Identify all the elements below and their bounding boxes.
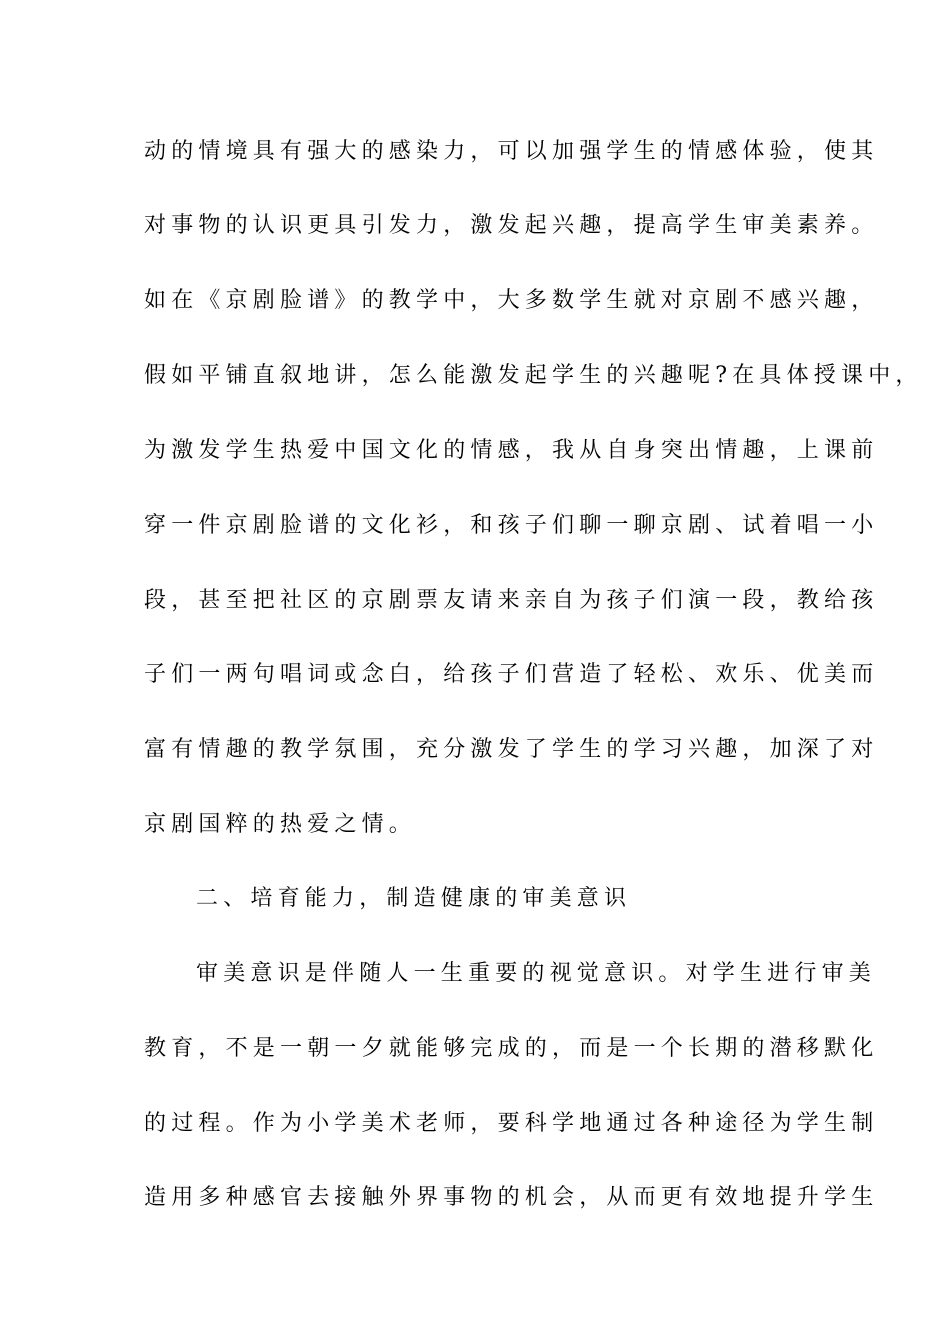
body-text-line: 如在《京剧脸谱》的教学中，大多数学生就对京剧不感兴趣， xyxy=(144,288,879,313)
body-text-line: 段，甚至把社区的京剧票友请来亲自为孩子们演一段，教给孩 xyxy=(144,588,879,613)
body-text-line: 对事物的认识更具引发力，激发起兴趣，提高学生审美素养。 xyxy=(144,213,879,238)
body-text-line: 为激发学生热爱中国文化的情感，我从自身突出情趣，上课前 xyxy=(144,438,879,463)
section-heading: 二、培育能力，制造健康的审美意识 xyxy=(196,886,632,911)
body-text-line: 富有情趣的教学氛围，充分激发了学生的学习兴趣，加深了对 xyxy=(144,737,879,762)
body-text-line: 假如平铺直叙地讲，怎么能激发起学生的兴趣呢?在具体授课中， xyxy=(144,363,923,388)
body-text-line: 动的情境具有强大的感染力，可以加强学生的情感体验，使其 xyxy=(144,139,879,164)
body-text-line: 教育，不是一朝一夕就能够完成的，而是一个长期的潜移默化 xyxy=(144,1036,879,1061)
body-text-line: 子们一两句唱词或念白，给孩子们营造了轻松、欢乐、优美而 xyxy=(144,662,879,687)
body-text-line: 京剧国粹的热爱之情。 xyxy=(144,812,417,837)
body-text-line: 的过程。作为小学美术老师，要科学地通过各种途径为学生制 xyxy=(144,1111,879,1136)
body-text-line: 穿一件京剧脸谱的文化衫，和孩子们聊一聊京剧、试着唱一小 xyxy=(144,513,879,538)
paragraph-first-line: 审美意识是伴随人一生重要的视觉意识。对学生进行审美 xyxy=(196,961,877,986)
body-text-line: 造用多种感官去接触外界事物的机会，从而更有效地提升学生 xyxy=(144,1185,879,1210)
